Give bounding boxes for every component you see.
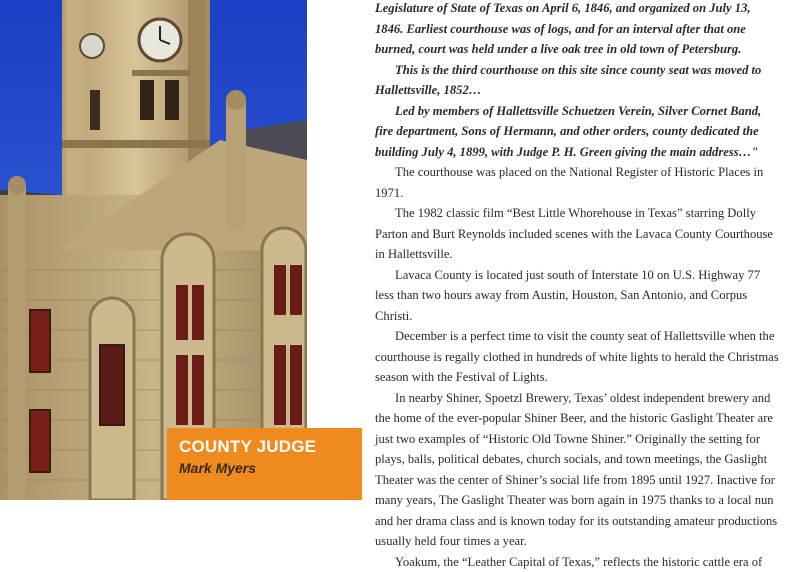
body-paragraph: The courthouse was placed on the National Register of Historic Places in 1971. <box>375 162 780 203</box>
caption-name: Mark Myers <box>179 460 256 476</box>
quote-paragraph: Legislature of State of Texas on April 6, 1846, and organized on July 13, 1846. Earliest courthouse was of logs, and for an interval after that one burned, court was held under a live oak tree in old town of Petersburg. <box>375 0 780 60</box>
county-judge-caption <box>167 428 362 500</box>
quote-paragraph: Led by members of Hallettsville Schuetzen Verein, Silver Cornet Band, fire department, Sons of Hermann, and other orders, county dedicated the building July 4, 1899, with Judge P. H. Green giving the main address…" <box>375 101 780 163</box>
body-paragraph: The 1982 classic film “Best Little Whorehouse in Texas” starring Dolly Parton and Burt Reynolds included scenes with the Lavaca County Courthouse in Hallettsville. <box>375 203 780 265</box>
article-body <box>375 0 780 572</box>
courthouse-photo <box>0 0 307 500</box>
body-paragraph: December is a perfect time to visit the county seat of Hallettsville when the courthouse is regally clothed in hundreds of white lights to herald the Christmas season with the Festival of Lights. <box>375 326 780 388</box>
body-paragraph: Lavaca County is located just south of Interstate 10 on U.S. Highway 77 less than two hours away from Austin, Houston, San Antonio, and Corpus Christi. <box>375 265 780 327</box>
body-paragraph: In nearby Shiner, Spoetzl Brewery, Texas’ oldest independent brewery and the home of the ever-popular Shiner Beer, and the historic Gaslight Theater are just two examples of “Historic Old Towne Shiner.” Originally the setting for plays, balls, political debates, church socials, and town meetings, the Gaslight Theater was the center of Shiner’s social life from 1895 until 1927. Inactive for many years, The Gaslight Theater was born again in 1975 thanks to a local nun and her drama class and is known today for its outstanding amateur productions usually held four times a year. <box>375 388 780 552</box>
body-paragraph: Yoakum, the “Leather Capital of Texas,” reflects the historic cattle era of <box>375 552 780 572</box>
caption-title: COUNTY JUDGE <box>179 437 316 457</box>
quote-paragraph: This is the third courthouse on this site since county seat was moved to Hallettsville, 1852… <box>375 60 780 101</box>
